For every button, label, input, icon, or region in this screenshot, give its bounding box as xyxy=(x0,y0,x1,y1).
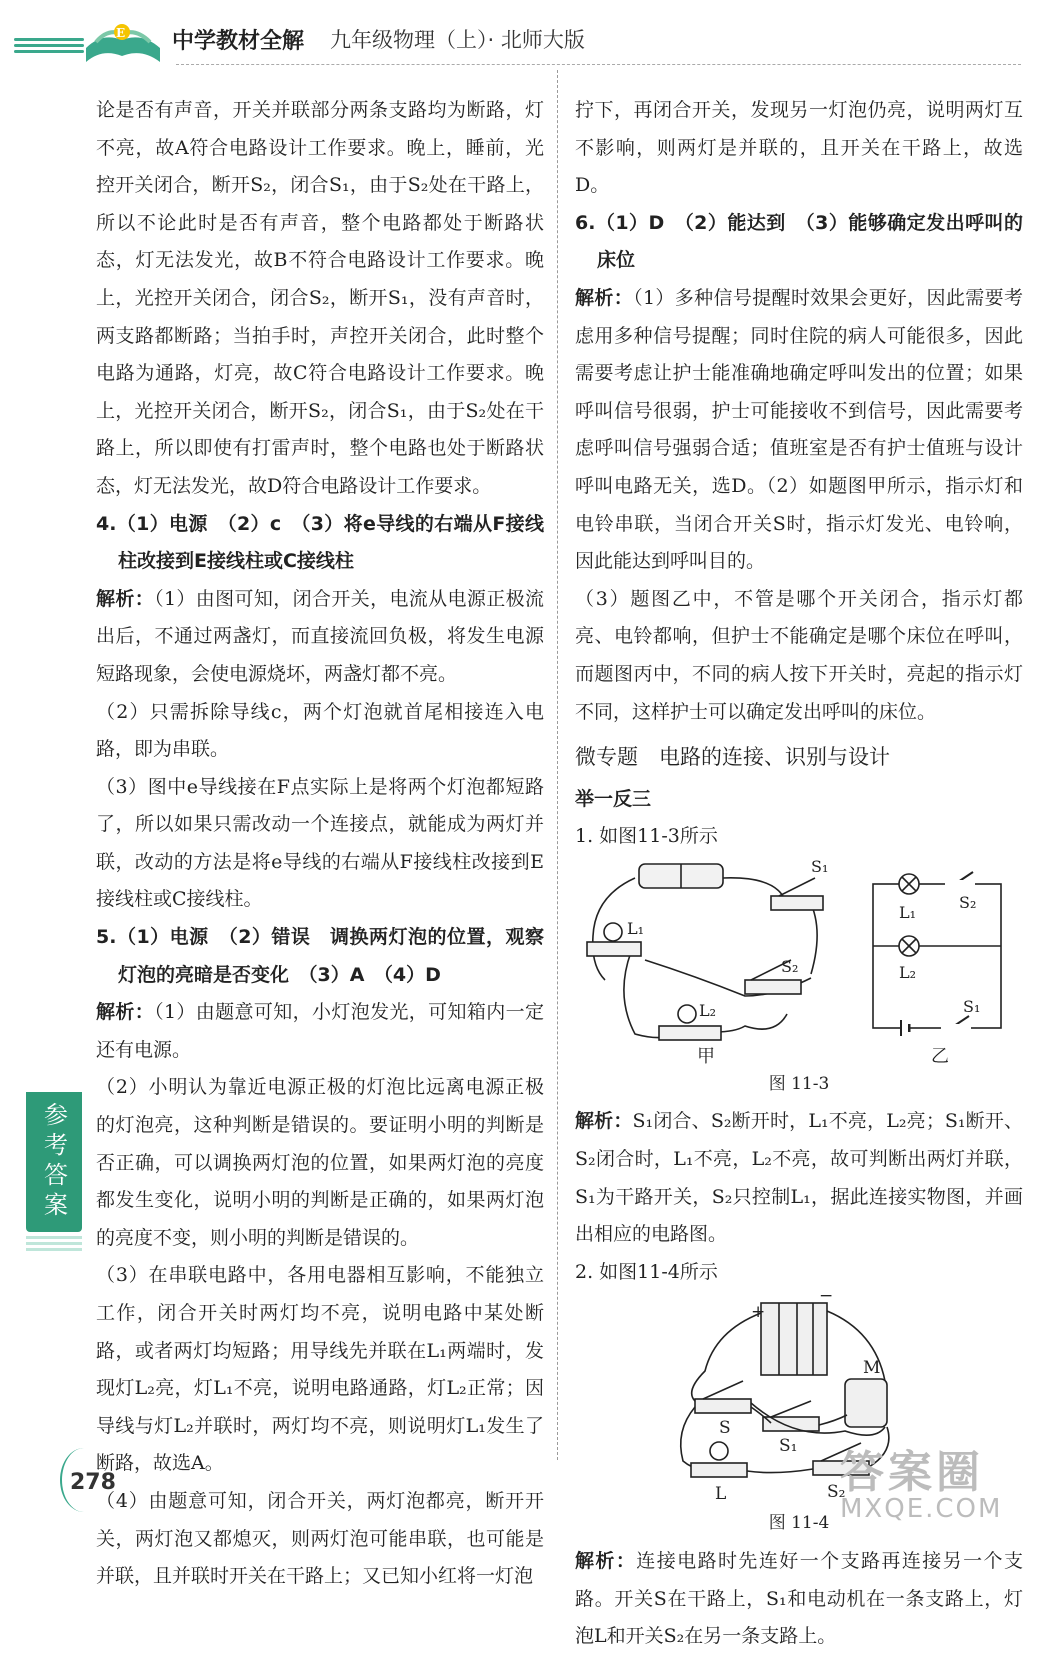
fig4-m-label: M xyxy=(863,1358,881,1379)
example-2-analysis-text: 连接电路时先连好一个支路再连接另一个支路。开关S在干路上，S₁和电动机在一条支路上，灯泡L和开关S₂在另一条支路上。 xyxy=(575,1550,1023,1648)
example-1-analysis-label: 解析： xyxy=(575,1110,633,1133)
q6-analysis-label: 解析： xyxy=(575,286,634,309)
example-2-analysis-label: 解析： xyxy=(575,1550,637,1573)
q6-analysis-2: （3）题图乙中，不管是哪个开关闭合，指示灯都亮、电铃都响，但护士不能确定是哪个床位在呼叫，而题图丙中，不同的病人按下开关时，亮起的指示灯不同，这样护士可以确定发出呼叫的床位。 xyxy=(575,587,1023,723)
fig3-jia-l2-label: L₂ xyxy=(699,1000,717,1020)
figure-11-3-caption: 图 11-3 xyxy=(768,1073,830,1094)
q6-analysis-1-text: （1）多种信号提醒时效果会更好，因此需要考虑用多种信号提醒；同时住院的病人可能很多，因此需要考虑让护士能准确地确定呼叫发出的位置；如果呼叫信号很弱，护士可能接收不到信号，因此需要考虑呼叫信号强弱合适；值班室是否有护士值班与设计呼叫电路无关，选D。（2）如题图甲所示，指示灯和电铃串联，当闭合开关S时，指示灯发光、电铃响，因此能达到呼叫目的。 xyxy=(575,286,1023,573)
figure-11-3-drawing xyxy=(575,856,1023,1066)
fig4-plus-label: + xyxy=(751,1302,766,1323)
q5-analysis-1 xyxy=(96,994,544,1069)
fig4-minus-label: − xyxy=(819,1291,834,1307)
fig4-s2-label: S₂ xyxy=(827,1482,846,1503)
example-1-analysis xyxy=(575,1103,1023,1253)
q5-answer xyxy=(96,919,544,994)
q4-analysis-label: 解析： xyxy=(96,587,155,610)
book-title: 中学教材全解 xyxy=(172,29,305,54)
subsection-heading: 举一反三 xyxy=(575,787,652,810)
section-title: 微专题 电路的连接、识别与设计 xyxy=(575,745,890,770)
watermark-bottom-text: MXQE.COM xyxy=(840,1494,1003,1524)
q4-analysis-2: （2）只需拆除导线c，两个灯泡就首尾相接连入电路，即为串联。 xyxy=(96,700,544,761)
q4-analysis-3: （3）图中e导线接在F点实际上是将两个灯泡都短路了，所以如果只需改动一个连接点，就能成为两灯并联，改动的方法是将e导线的右端从F接线柱改接到E接线柱或C接线柱。 xyxy=(96,775,544,911)
fig3-yi-s1-label: S₁ xyxy=(963,996,981,1016)
q6-answer xyxy=(575,205,1023,280)
column-divider xyxy=(557,70,558,1460)
fig3-yi-s2-label: S₂ xyxy=(959,892,977,912)
page-header xyxy=(0,0,1044,80)
fig3-jia-l1-label: L₁ xyxy=(627,918,645,938)
left-column xyxy=(96,92,544,1596)
watermark-top-text: 答案圈 xyxy=(840,1447,984,1498)
fig4-l-label: L xyxy=(715,1484,727,1505)
q6-answer-text: 6.（1）D （2）能达到 （3）能够确定发出呼叫的床位 xyxy=(575,211,1023,272)
fig3-yi-l2-label: L₂ xyxy=(899,962,917,982)
side-tab-decor xyxy=(26,1236,82,1254)
q3-continuation: 论是否有声音，开关并联部分两条支路均为断路，灯不亮，故A符合电路设计工作要求。晚上，睡前，光控开关闭合，断开S₂，闭合S₁，由于S₂处在干路上，所以不论此时是否有声音，整个电路都处于断路状态，灯无法发光，故B不符合电路设计工作要求。晚上，光控开关闭合，闭合S₂，断开S₁，没有声音时，两支路都断路；当拍手时，声控开关闭合，此时整个电路为通路，灯亮，故C符合电路设计工作要求。晚上，光控开关闭合，断开S₂，闭合S₁，由于S₂处在干路上，所以即使有打雷声时，整个电路也处于断路状态，灯无法发光，故D符合电路设计工作要求。 xyxy=(96,99,544,497)
figure-11-4-caption: 图 11-4 xyxy=(768,1513,830,1534)
header-decor-lines xyxy=(14,38,84,58)
fig4-s1-label: S₁ xyxy=(779,1436,798,1457)
example-2-analysis xyxy=(575,1543,1023,1656)
fig3-jia-s2-label: S₂ xyxy=(781,956,799,976)
q5-analysis-2: （2）小明认为靠近电源正极的灯泡比远离电源正极的灯泡亮，这种判断是错误的。要证明小明的判断是否正确，可以调换两灯泡的位置，如果两灯泡的亮度都发生变化，说明小明的判断是正确的，如果两灯泡的亮度不变，则小明的判断是错误的。 xyxy=(96,1076,544,1249)
q5-answer-text: 5.（1）电源 （2）错误 调换两灯泡的位置，观察灯泡的亮暗是否变化 （3）A （4）D xyxy=(96,926,544,986)
fig3-yi-l1-label: L₁ xyxy=(899,902,917,922)
example-2-title: 2. 如图11-4所示 xyxy=(575,1260,718,1283)
example-1-analysis-text: S₁闭合、S₂断开时，L₁不亮，L₂亮；S₁断开、S₂闭合时，L₁不亮，L₂不亮，故可判断出两灯并联，S₁为干路开关，S₂只控制L₁，据此连接实物图，并画出相应的电路图。 xyxy=(575,1110,1023,1246)
q4-answer xyxy=(96,506,544,581)
fig3-jia-label: 甲 xyxy=(697,1045,715,1066)
side-tab-answers: 参考答案 xyxy=(26,1092,82,1232)
book-logo-icon xyxy=(82,18,164,70)
fig3-jia-s1-label: S₁ xyxy=(811,856,829,876)
q4-answer-text: 4.（1）电源 （2）c （3）将e导线的右端从F接线柱改接到E接线柱或C接线柱 xyxy=(96,512,544,573)
book-subtitle: 九年级物理（上）· 北师大版 xyxy=(330,28,585,52)
figure-11-3 xyxy=(575,856,1023,1066)
page-number: 278 xyxy=(70,1470,116,1495)
example-1-title: 1. 如图11-3所示 xyxy=(575,825,718,848)
q4-analysis-1 xyxy=(96,581,544,694)
q5-analysis-4: （4）由题意可知，闭合开关，两灯泡都亮，断开开关，两灯泡又都熄灭，则两灯泡可能串联，也可能是并联，且并联时开关在干路上；又已知小红将一灯泡 xyxy=(96,1489,544,1588)
q4-analysis-1-text: （1）由图可知，闭合开关，电流从电源正极流出后，不通过两盏灯，而直接流回负极，将发生电源短路现象，会使电源烧坏，两盏灯都不亮。 xyxy=(96,587,544,685)
q5-analysis-1-text: （1）由题意可知，小灯泡发光，可知箱内一定还有电源。 xyxy=(96,1001,544,1061)
fig3-yi-label: 乙 xyxy=(931,1045,949,1066)
q5-analysis-3: （3）在串联电路中，各用电器相互影响，不能独立工作，闭合开关时两灯均不亮，说明电路中某处断路，或者两灯均短路；用导线先并联在L₁两端时，发现灯L₂亮，灯L₁不亮，说明电路通路，灯L₂正常；因导线与灯L₂并联时，两灯均不亮，则说明灯L₁发生了断路，故选A。 xyxy=(96,1264,544,1475)
q6-analysis-1 xyxy=(575,280,1023,581)
fig4-s-label: S xyxy=(719,1418,731,1439)
header-rule xyxy=(176,64,1021,65)
svg-text:E: E xyxy=(116,26,126,40)
q5-continuation: 拧下，再闭合开关，发现另一灯泡仍亮，说明两灯互不影响，则两灯是并联的，且开关在干路上，故选D。 xyxy=(575,99,1023,197)
right-column xyxy=(575,92,1023,1656)
q5-analysis-label: 解析： xyxy=(96,1001,155,1024)
watermark xyxy=(840,1436,1040,1532)
